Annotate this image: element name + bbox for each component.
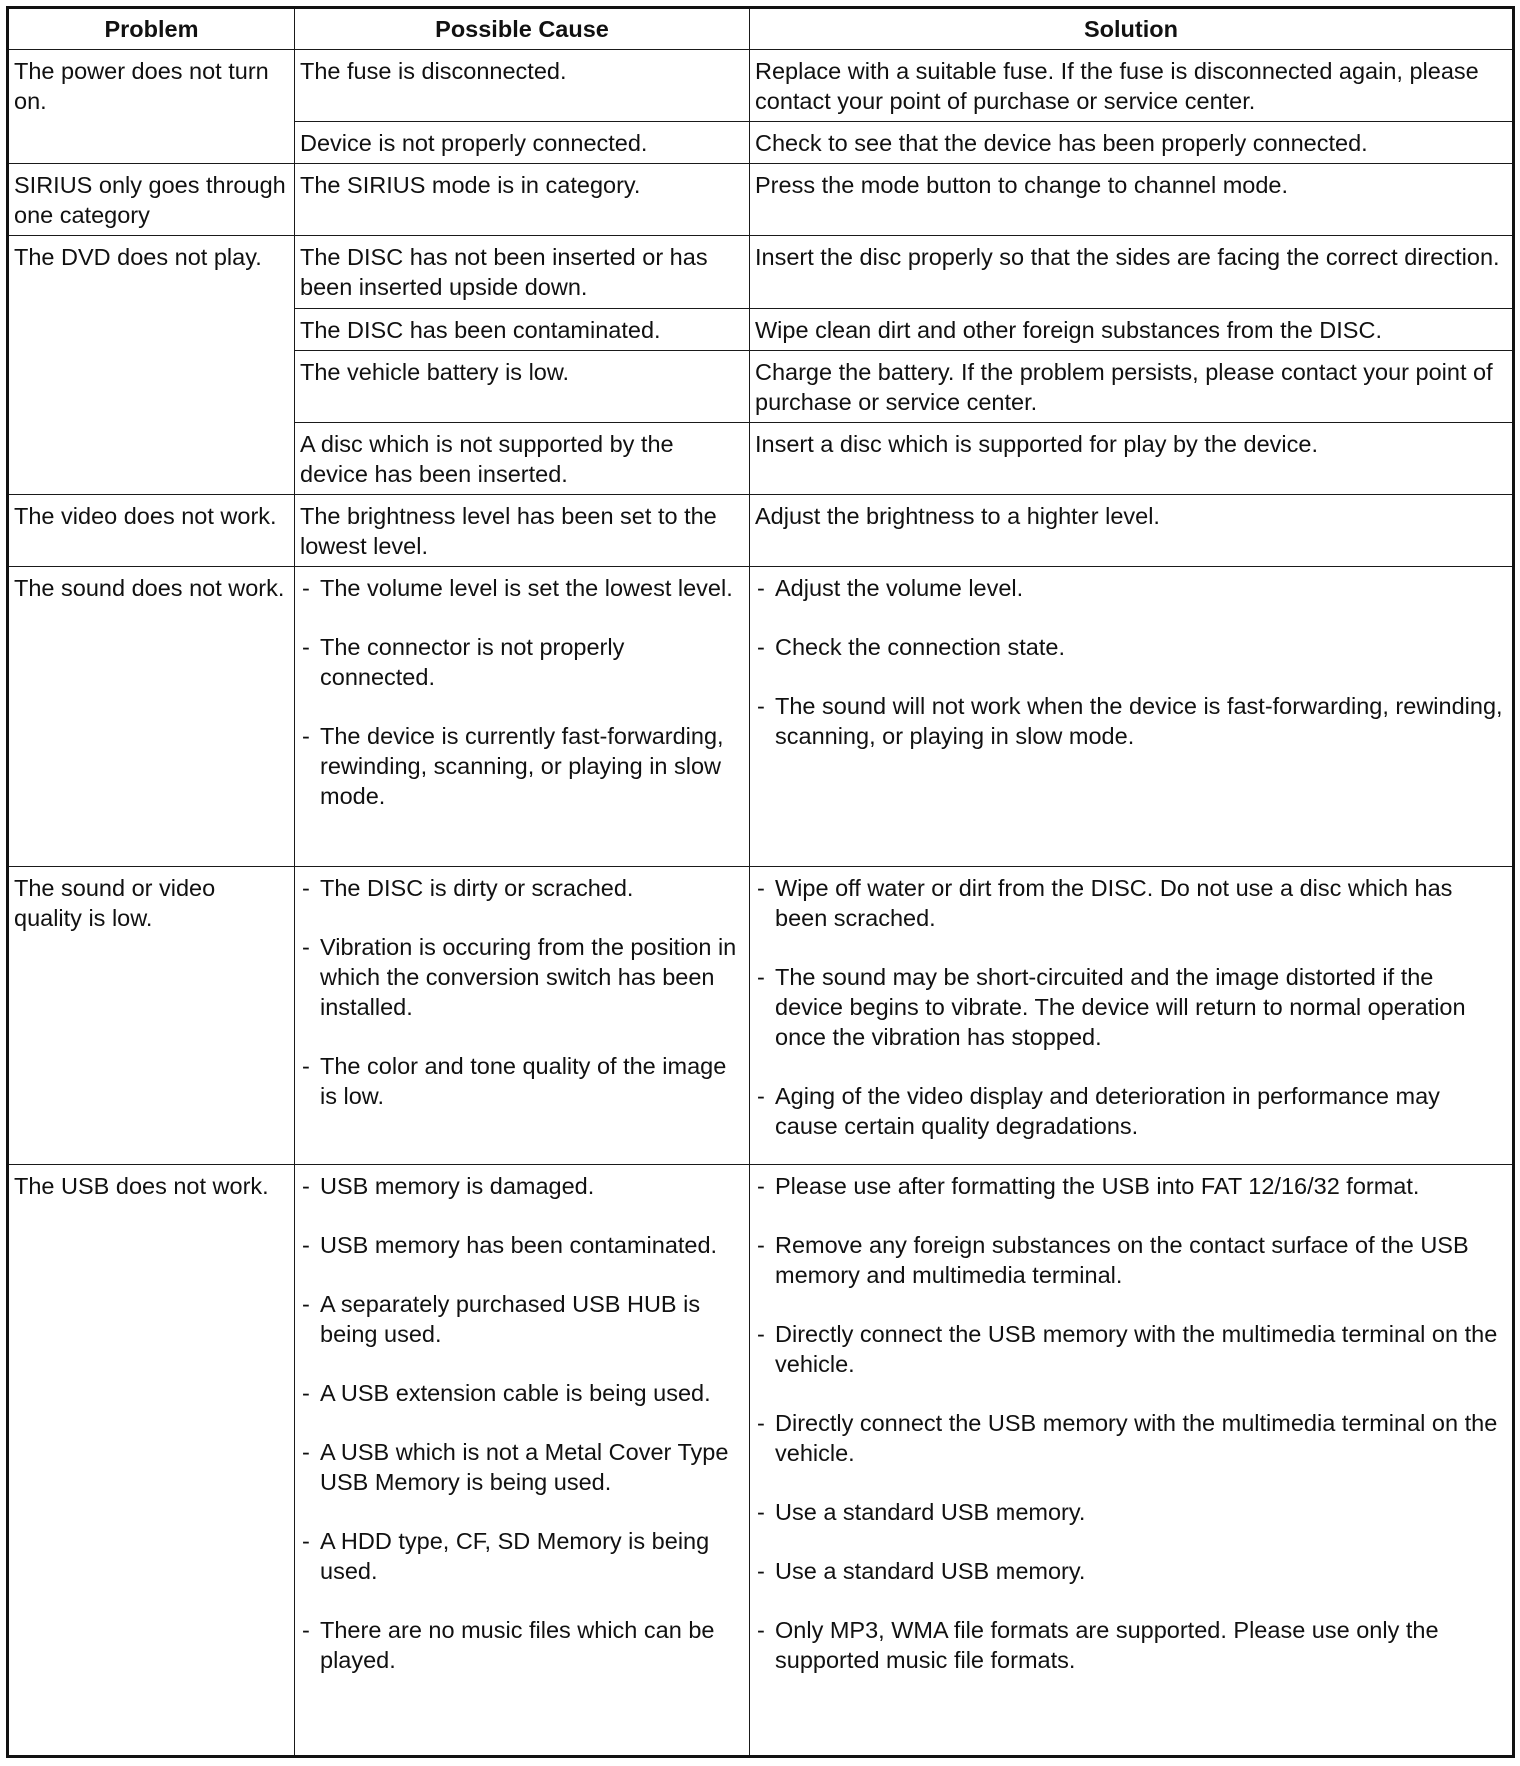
- problem-cell: The DVD does not play.: [8, 236, 295, 495]
- list-item: - Directly connect the USB memory with the multimedia terminal on the vehicle.: [755, 1319, 1507, 1379]
- solution-cell: Insert a disc which is supported for play by the device.: [750, 423, 1514, 495]
- list-item: - Adjust the volume level.: [755, 573, 1507, 603]
- table-row: [8, 867, 1514, 1165]
- cause-cell: The DISC has not been inserted or has been inserted upside down.: [295, 236, 750, 309]
- list-item: - The volume level is set the lowest level.: [300, 573, 744, 603]
- list-item: - A HDD type, CF, SD Memory is being used.: [300, 1526, 744, 1586]
- header-problem: Problem: [8, 8, 295, 50]
- list-item: - The sound will not work when the device is fast-forwarding, rewinding, scanning, or playing in slow mode.: [755, 691, 1507, 751]
- list-item: - The color and tone quality of the image is low.: [300, 1051, 744, 1111]
- list-item: - A USB which is not a Metal Cover Type USB Memory is being used.: [300, 1437, 744, 1497]
- cause-list: [300, 873, 744, 1111]
- solution-list: [755, 1171, 1507, 1675]
- cause-cell: The SIRIUS mode is in category.: [295, 164, 750, 236]
- cause-list: [300, 1171, 744, 1675]
- list-item: - The DISC is dirty or scrached.: [300, 873, 744, 903]
- table-row: [8, 50, 1514, 122]
- cause-cell: The brightness level has been set to the lowest level.: [295, 495, 750, 567]
- troubleshooting-document: [6, 6, 1512, 1758]
- list-item: - Check the connection state.: [755, 632, 1507, 662]
- list-item: - Use a standard USB memory.: [755, 1556, 1507, 1586]
- solution-list: [755, 873, 1507, 1141]
- list-item: - Please use after formatting the USB into FAT 12/16/32 format.: [755, 1171, 1507, 1201]
- troubleshooting-table: [6, 6, 1515, 1758]
- solution-cell: Adjust the brightness to a highter level.: [750, 495, 1514, 567]
- list-item: - Directly connect the USB memory with the multimedia terminal on the vehicle.: [755, 1408, 1507, 1468]
- list-item: - Use a standard USB memory.: [755, 1497, 1507, 1527]
- list-item: - The sound may be short-circuited and the image distorted if the device begins to vibrate. The device will return to normal operation once the vibration has stopped.: [755, 962, 1507, 1052]
- cause-cell: The vehicle battery is low.: [295, 351, 750, 423]
- cause-cell: The fuse is disconnected.: [295, 50, 750, 122]
- solution-list: [755, 573, 1507, 751]
- header-cause: Possible Cause: [295, 8, 750, 50]
- solution-cell: Press the mode button to change to channel mode.: [750, 164, 1514, 236]
- table-row: [8, 495, 1514, 567]
- problem-cell: The sound does not work.: [8, 567, 295, 867]
- solution-cell: [750, 567, 1514, 867]
- cause-cell: A disc which is not supported by the device has been inserted.: [295, 423, 750, 495]
- solution-cell: Check to see that the device has been properly connected.: [750, 122, 1514, 164]
- list-item: - A USB extension cable is being used.: [300, 1378, 744, 1408]
- solution-cell: [750, 867, 1514, 1165]
- table-row: [8, 236, 1514, 309]
- list-item: - Wipe off water or dirt from the DISC. Do not use a disc which has been scrached.: [755, 873, 1507, 933]
- table-row: [8, 1165, 1514, 1757]
- problem-cell: The video does not work.: [8, 495, 295, 567]
- problem-cell: SIRIUS only goes through one category: [8, 164, 295, 236]
- solution-cell: Replace with a suitable fuse. If the fuse is disconnected again, please contact your point of purchase or service center.: [750, 50, 1514, 122]
- list-item: - The connector is not properly connected.: [300, 632, 744, 692]
- cause-cell: [295, 867, 750, 1165]
- list-item: - There are no music files which can be played.: [300, 1615, 744, 1675]
- problem-cell: The power does not turn on.: [8, 50, 295, 164]
- cause-cell: The DISC has been contaminated.: [295, 309, 750, 351]
- list-item: - Aging of the video display and deterioration in performance may cause certain quality degradations.: [755, 1081, 1507, 1141]
- header-row: [8, 8, 1514, 50]
- cause-cell: [295, 567, 750, 867]
- solution-cell: Charge the battery. If the problem persists, please contact your point of purchase or service center.: [750, 351, 1514, 423]
- solution-cell: Insert the disc properly so that the sides are facing the correct direction.: [750, 236, 1514, 309]
- list-item: - Only MP3, WMA file formats are supported. Please use only the supported music file formats.: [755, 1615, 1507, 1675]
- list-item: - Remove any foreign substances on the contact surface of the USB memory and multimedia terminal.: [755, 1230, 1507, 1290]
- list-item: - The device is currently fast-forwarding, rewinding, scanning, or playing in slow mode.: [300, 721, 744, 811]
- list-item: - A separately purchased USB HUB is being used.: [300, 1289, 744, 1349]
- problem-cell: The sound or video quality is low.: [8, 867, 295, 1165]
- list-item: - USB memory has been contaminated.: [300, 1230, 744, 1260]
- cause-cell: Device is not properly connected.: [295, 122, 750, 164]
- cause-list: [300, 573, 744, 811]
- table-row: [8, 164, 1514, 236]
- list-item: - Vibration is occuring from the position in which the conversion switch has been installed.: [300, 932, 744, 1022]
- cause-cell: [295, 1165, 750, 1757]
- solution-cell: [750, 1165, 1514, 1757]
- header-solution: Solution: [750, 8, 1514, 50]
- list-item: - USB memory is damaged.: [300, 1171, 744, 1201]
- table-row: [8, 567, 1514, 867]
- problem-cell: The USB does not work.: [8, 1165, 295, 1757]
- solution-cell: Wipe clean dirt and other foreign substances from the DISC.: [750, 309, 1514, 351]
